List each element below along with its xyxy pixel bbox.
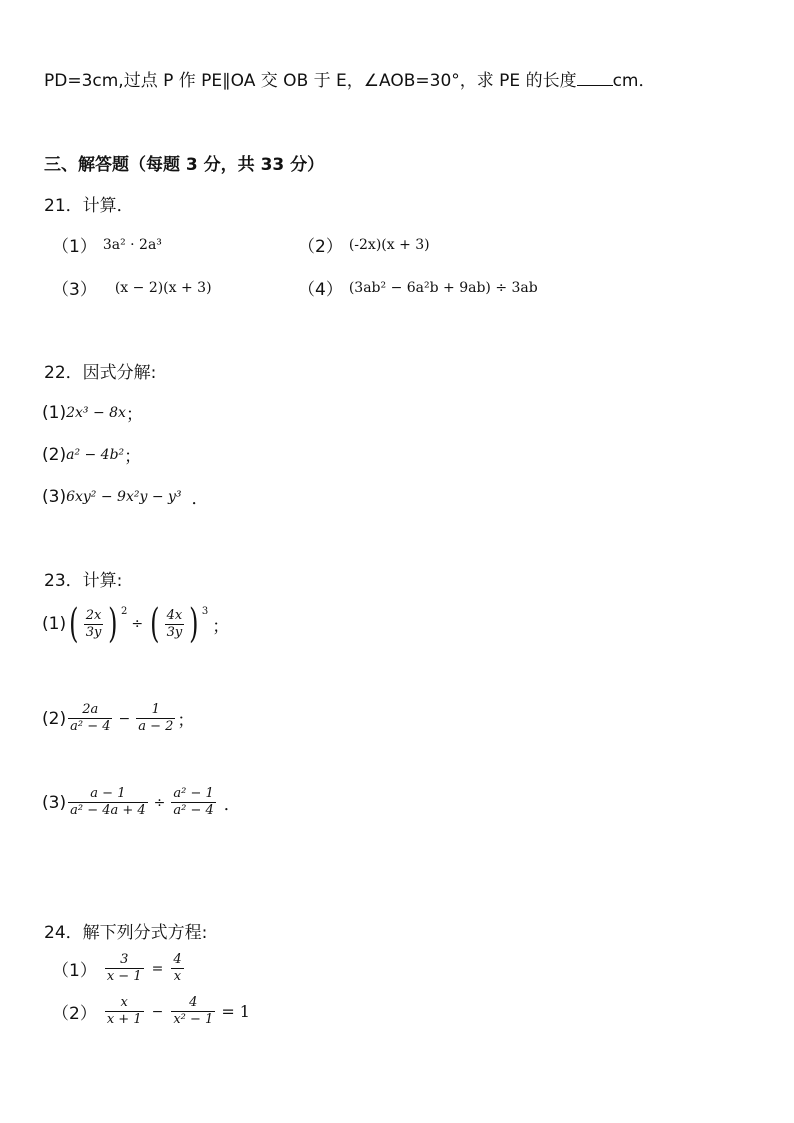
operator: − <box>118 710 131 727</box>
q21-title: 21．计算． <box>44 196 134 216</box>
denominator: 3y <box>85 624 102 640</box>
denominator: x + 1 <box>106 1012 142 1027</box>
operator: ÷ <box>153 794 166 811</box>
numerator: 2x <box>85 607 102 623</box>
item-end: ． <box>223 795 241 815</box>
right-paren: ) <box>108 601 118 647</box>
item-label: （2） <box>52 1004 97 1024</box>
numerator: 4 <box>173 952 182 967</box>
item-label: （4） <box>298 280 343 300</box>
left-paren: ( <box>150 601 160 647</box>
fraction <box>136 702 175 735</box>
exponent: 3 <box>201 606 209 617</box>
fraction <box>68 786 148 819</box>
item-expression: (x − 2)(x + 3) <box>114 279 212 296</box>
fraction <box>105 952 144 985</box>
item-end: ； <box>124 447 142 467</box>
item-label: （3） <box>52 280 97 300</box>
top-problem-text <box>44 66 656 91</box>
numerator: a − 1 <box>90 786 126 801</box>
denominator: a² − 4a + 4 <box>70 803 146 818</box>
q21-item-1 <box>52 232 162 257</box>
item-end: ； <box>212 616 230 637</box>
operator: − <box>151 1003 164 1020</box>
q21-item-2 <box>298 232 430 257</box>
top-text-part1: PD=3cm,过点 P 作 PE∥OA 交 OB 于 E，∠AOB=30°，求 PE 的长度 <box>44 71 577 91</box>
numerator: a² − 1 <box>173 786 214 801</box>
top-text-part2: cm． <box>612 71 656 91</box>
item-label: (2) <box>42 708 67 729</box>
denominator: x − 1 <box>106 969 142 984</box>
equals-one: = 1 <box>221 1002 250 1021</box>
denominator: a − 2 <box>138 719 174 734</box>
item-label: (3) <box>42 486 67 507</box>
q23-item-3 <box>42 786 241 819</box>
item-expression: 6xy² − 9x²y − y³ <box>66 488 182 505</box>
left-paren: ( <box>69 601 79 647</box>
q23-item-1 <box>42 601 230 647</box>
fraction <box>171 952 183 985</box>
item-label: (1) <box>42 614 67 634</box>
section-title: 三、解答题（每题 3 分，共 33 分） <box>44 155 325 175</box>
fraction <box>68 702 112 735</box>
numerator: 2a <box>82 702 99 717</box>
q21-item-3 <box>52 275 212 300</box>
denominator: a² − 4 <box>173 803 214 818</box>
q24-item-2 <box>52 995 250 1028</box>
numerator: 1 <box>151 702 160 717</box>
answer-blank <box>577 71 613 86</box>
item-label: （1） <box>52 237 97 257</box>
item-expression: (3ab² − 6a²b + 9ab) ÷ 3ab <box>348 279 538 296</box>
q24-item-1 <box>52 952 186 985</box>
numerator: 4 <box>189 995 198 1010</box>
item-expression: 2x³ − 8x <box>66 404 126 421</box>
item-end: ； <box>177 711 195 731</box>
item-label: (2) <box>42 444 67 465</box>
item-label: （2） <box>298 237 343 257</box>
q21-item-4 <box>298 275 538 300</box>
item-end: ； <box>125 405 143 425</box>
q23-title: 23．计算: <box>44 571 123 591</box>
numerator: 3 <box>120 952 129 967</box>
item-label: （1） <box>52 961 97 981</box>
q22-title: 22．因式分解: <box>44 363 157 383</box>
q22-item-1 <box>42 400 143 425</box>
item-label: (1) <box>42 402 67 423</box>
item-label: (3) <box>42 792 67 813</box>
fraction <box>105 995 144 1028</box>
q24-title: 24．解下列分式方程: <box>44 923 208 943</box>
numerator: 4x <box>166 607 183 623</box>
operator: ÷ <box>131 616 144 632</box>
q22-item-2 <box>42 442 141 467</box>
q23-item-2 <box>42 702 194 735</box>
numerator: x <box>120 995 128 1010</box>
item-expression: 3a² · 2a³ <box>102 236 162 253</box>
fraction <box>171 995 215 1028</box>
denominator: a² − 4 <box>70 719 111 734</box>
denominator: 3y <box>166 624 183 640</box>
item-expression: a² − 4b² <box>66 446 125 463</box>
denominator: x² − 1 <box>173 1012 214 1027</box>
fraction <box>165 608 185 641</box>
q22-item-3 <box>42 484 209 509</box>
exponent: 2 <box>120 606 128 617</box>
item-end: ． <box>191 489 209 509</box>
item-expression: (-2x)(x + 3) <box>348 236 430 253</box>
fraction <box>84 608 104 641</box>
equals-sign: = <box>151 960 164 977</box>
fraction <box>171 786 215 819</box>
denominator: x <box>173 969 182 984</box>
right-paren: ) <box>189 601 199 647</box>
